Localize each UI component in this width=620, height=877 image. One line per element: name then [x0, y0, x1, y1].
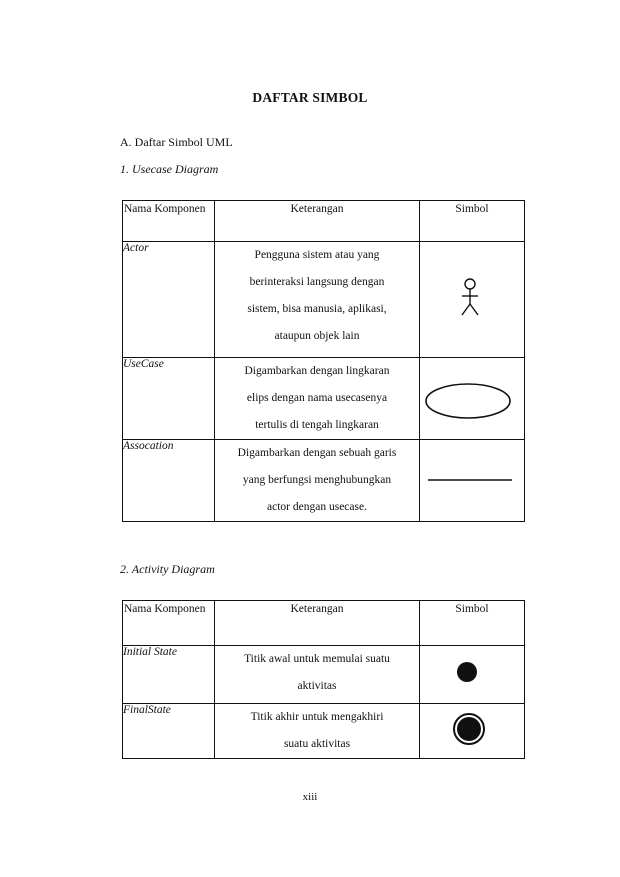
- initial-state-symbol-cell: [420, 646, 525, 704]
- final-state-symbol-cell: [420, 704, 525, 759]
- table-row: [123, 440, 525, 522]
- table-header-row: [123, 201, 525, 242]
- component-description: [215, 358, 420, 440]
- description-line: elips dengan nama usecasenya: [246, 392, 388, 404]
- description-line: suatu aktivitas: [283, 738, 351, 750]
- usecase-symbol-table: [122, 200, 525, 522]
- description-line: actor dengan usecase.: [267, 501, 367, 513]
- description-line: berinteraksi langsung dengan: [249, 276, 385, 288]
- header-symbol: Simbol: [420, 601, 525, 646]
- header-component: Nama Komponen: [123, 601, 215, 646]
- stick-figure-actor-icon: [420, 242, 525, 358]
- page-number: xiii: [302, 791, 318, 803]
- header-symbol: Simbol: [420, 201, 525, 242]
- component-name: FinalState: [123, 704, 215, 759]
- header-component: Nama Komponen: [123, 201, 215, 242]
- component-description: [215, 646, 420, 704]
- description-line: Digambarkan dengan lingkaran: [244, 365, 390, 377]
- page-title: DAFTAR SIMBOL: [252, 90, 368, 105]
- component-description: [215, 242, 420, 358]
- description-line: Digambarkan dengan sebuah garis: [237, 447, 397, 459]
- activity-heading: 2. Activity Diagram: [120, 562, 215, 576]
- table-row: [123, 646, 525, 704]
- component-name: Assocation: [123, 440, 215, 522]
- section-heading: A. Daftar Simbol UML: [120, 135, 233, 149]
- description-line: ataupun objek lain: [274, 330, 360, 342]
- component-name: Actor: [123, 242, 215, 358]
- filled-circle-icon: [420, 646, 525, 704]
- table-row: [123, 242, 525, 358]
- description-line: Titik awal untuk memulai suatu: [244, 653, 390, 665]
- table-header-row: [123, 601, 525, 646]
- header-description: Keterangan: [215, 201, 420, 242]
- table-row: [123, 704, 525, 759]
- solid-line-icon: [420, 440, 525, 522]
- activity-symbol-table: [122, 600, 525, 759]
- actor-symbol-cell: [420, 242, 525, 358]
- description-line: Titik akhir untuk mengakhiri: [250, 711, 384, 723]
- description-line: aktivitas: [297, 680, 337, 692]
- description-line: yang berfungsi menghubungkan: [242, 474, 392, 486]
- description-line: sistem, bisa manusia, aplikasi,: [247, 303, 387, 315]
- usecase-symbol-cell: [420, 358, 525, 440]
- description-line: tertulis di tengah lingkaran: [255, 419, 379, 431]
- table-row: [123, 358, 525, 440]
- bullseye-circle-icon: [420, 704, 525, 758]
- header-description: Keterangan: [215, 601, 420, 646]
- usecase-heading: 1. Usecase Diagram: [120, 162, 219, 176]
- component-name: UseCase: [123, 358, 215, 440]
- component-name: Initial State: [123, 646, 215, 704]
- component-description: [215, 704, 420, 759]
- ellipse-icon: [420, 358, 525, 440]
- association-symbol-cell: [420, 440, 525, 522]
- description-line: Pengguna sistem atau yang: [254, 249, 380, 261]
- component-description: [215, 440, 420, 522]
